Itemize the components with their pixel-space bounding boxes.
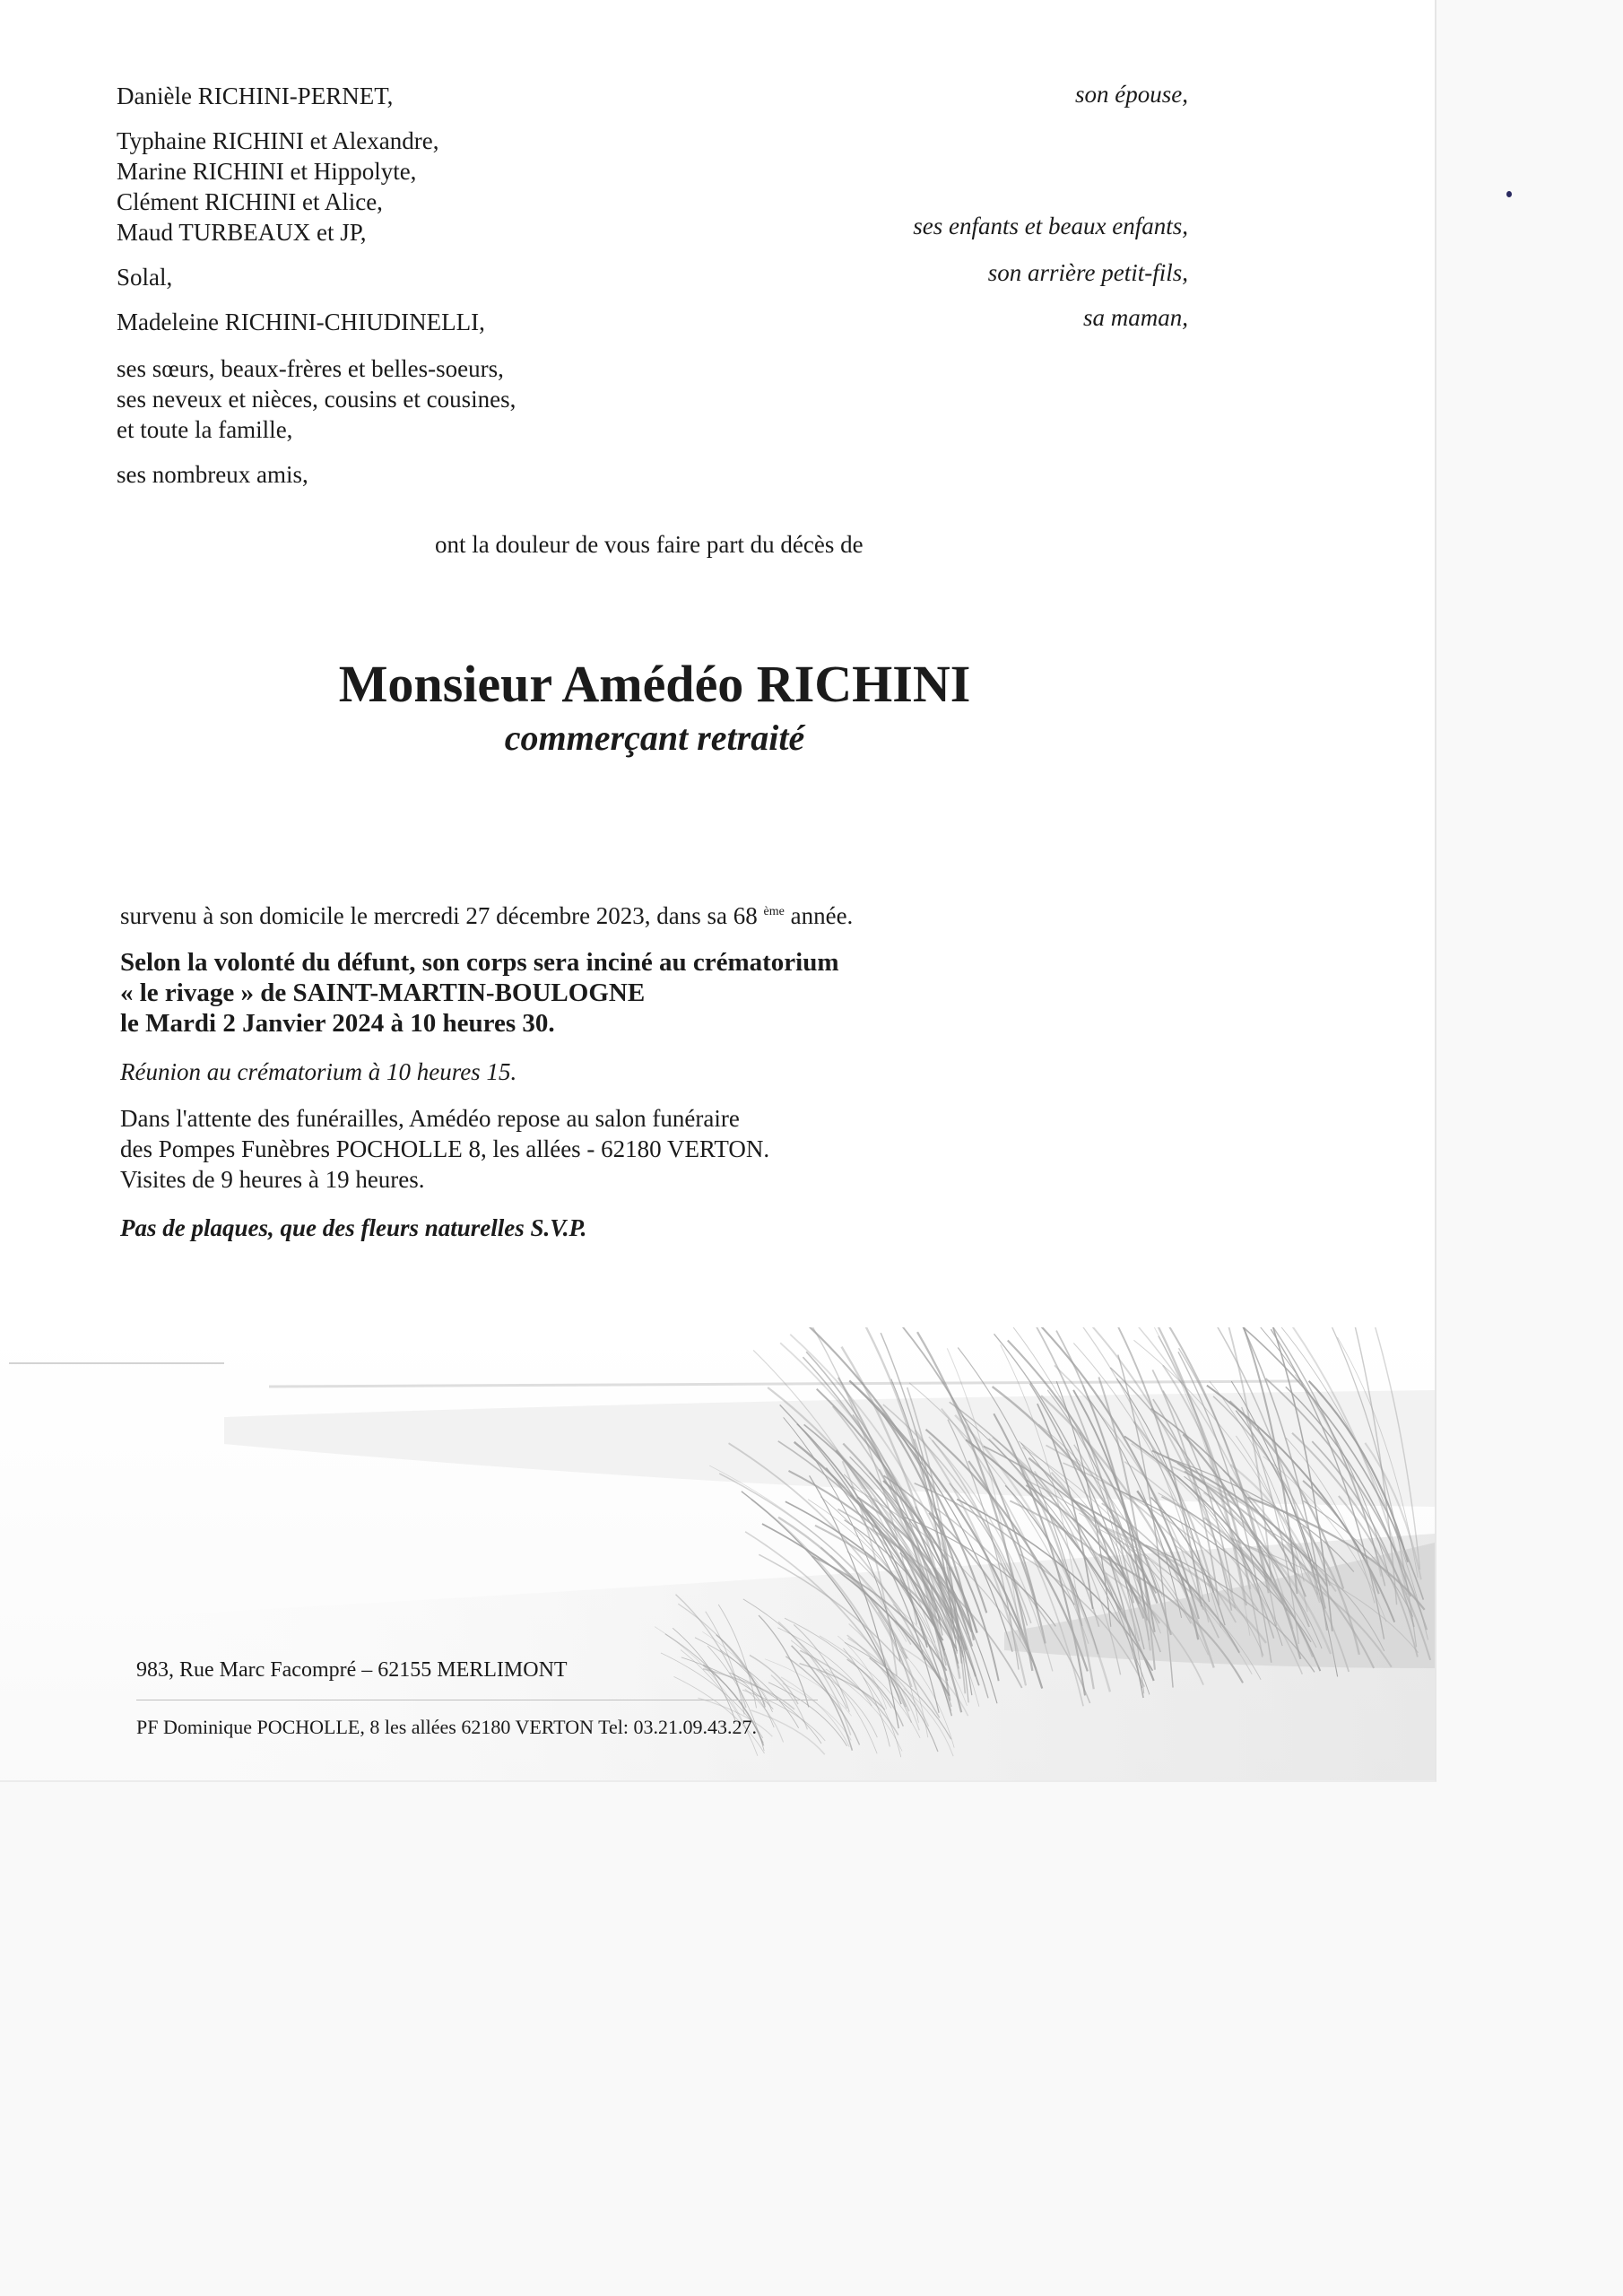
address-line: 983, Rue Marc Facompré – 62155 MERLIMONT [136, 1658, 568, 1682]
mother-role: sa maman, [1082, 304, 1188, 331]
death-notice [120, 900, 853, 931]
relatives-line: et toute la famille, [117, 416, 293, 443]
child-name: Clément RICHINI et Alice, [117, 188, 383, 215]
relatives-line: ses neveux et nièces, cousins et cousines, [117, 386, 516, 413]
deceased-profession: commerçant retraité [504, 718, 805, 758]
meeting-line: Réunion au crématorium à 10 heures 15. [120, 1058, 517, 1085]
grandchild-name: Solal, [117, 264, 173, 291]
announcement-line: ont la douleur de vous faire part du décès de [435, 531, 864, 558]
spouse-role: son épouse, [1075, 81, 1188, 108]
death-notice-end: année. [790, 902, 854, 929]
stray-ink-dot [1506, 191, 1512, 197]
dune-grass-illustration [0, 1327, 1435, 1782]
visit-line: des Pompes Funèbres POCHOLLE 8, les allées - 62180 VERTON. [120, 1135, 770, 1162]
death-notice-superscript: ème [763, 905, 785, 918]
ceremony-line: Selon la volonté du défunt, son corps sera inciné au crématorium [120, 948, 839, 977]
visit-line: Dans l'attente des funérailles, Amédéo repose au salon funéraire [120, 1105, 740, 1132]
deceased-name: Monsieur Amédéo RICHINI [338, 655, 971, 713]
funeral-home-line: PF Dominique POCHOLLE, 8 les allées 62180 VERTON Tel: 03.21.09.43.27. [136, 1716, 757, 1738]
friends-line: ses nombreux amis, [117, 461, 308, 488]
children-role: ses enfants et beaux enfants, [913, 213, 1188, 239]
visit-line: Visites de 9 heures à 19 heures. [120, 1166, 425, 1193]
relatives-line: ses sœurs, beaux-frères et belles-soeurs, [117, 355, 504, 382]
spouse-name: Danièle RICHINI-PERNET, [117, 83, 394, 109]
mother-name: Madeleine RICHINI-CHIUDINELLI, [117, 309, 485, 335]
ceremony-line: « le rivage » de SAINT-MARTIN-BOULOGNE [120, 978, 646, 1007]
child-name: Maud TURBEAUX et JP, [117, 219, 367, 246]
child-name: Typhaine RICHINI et Alexandre, [117, 127, 439, 154]
flowers-line: Pas de plaques, que des fleurs naturelles S.V.P. [120, 1214, 587, 1241]
death-notice-text: survenu à son domicile le mercredi 27 décembre 2023, dans sa 68 [120, 902, 758, 929]
child-name: Marine RICHINI et Hippolyte, [117, 158, 417, 185]
grandchild-role: son arrière petit-fils, [987, 259, 1188, 286]
ceremony-line: le Mardi 2 Janvier 2024 à 10 heures 30. [120, 1009, 555, 1038]
